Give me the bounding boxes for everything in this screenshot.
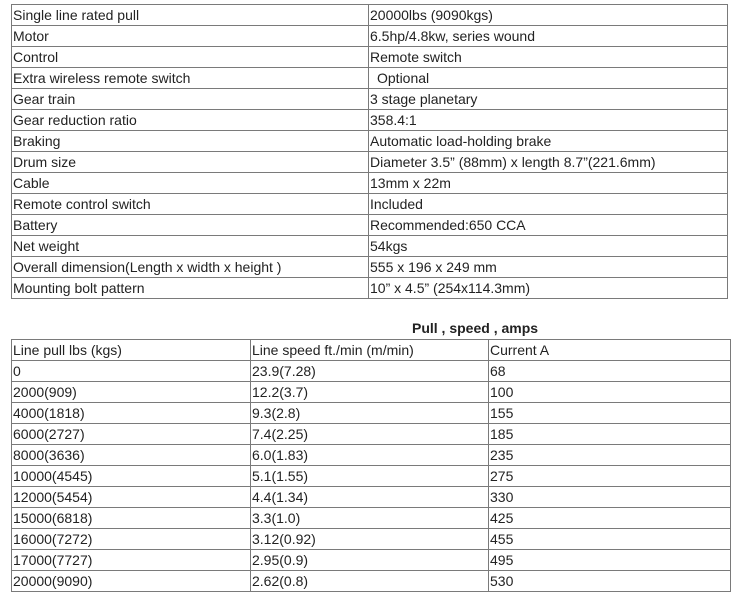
- table-row: [12, 361, 731, 382]
- spec-value: 6.5hp/4.8kw, series wound: [369, 26, 728, 47]
- line-speed-cell: 12.2(3.7): [251, 382, 489, 403]
- current-cell: 155: [489, 403, 731, 424]
- line-speed-cell: 3.12(0.92): [251, 529, 489, 550]
- performance-table-caption: Pull , speed , amps: [412, 320, 539, 336]
- table-row: [12, 487, 731, 508]
- table-row: [12, 131, 728, 152]
- table-row: [12, 68, 728, 89]
- spec-label: Motor: [12, 26, 369, 47]
- line-speed-cell: 7.4(2.25): [251, 424, 489, 445]
- current-cell: 425: [489, 508, 731, 529]
- table-row: [12, 215, 728, 236]
- table-row: [12, 529, 731, 550]
- table-row: [12, 110, 728, 131]
- line-pull-cell: 17000(7727): [12, 550, 251, 571]
- spec-value: Diameter 3.5” (88mm) x length 8.7”(221.6mm): [369, 152, 728, 173]
- table-row: [12, 26, 728, 47]
- spec-value: 20000lbs (9090kgs): [369, 5, 728, 26]
- table-header-row: [12, 340, 731, 361]
- table-row: [12, 382, 731, 403]
- current-cell: 68: [489, 361, 731, 382]
- spec-value: 54kgs: [369, 236, 728, 257]
- table-row: [12, 173, 728, 194]
- spec-value: 10” x 4.5” (254x114.3mm): [369, 278, 728, 299]
- spec-value: Recommended:650 CCA: [369, 215, 728, 236]
- line-speed-cell: 6.0(1.83): [251, 445, 489, 466]
- line-pull-cell: 20000(9090): [12, 571, 251, 592]
- spec-value: Remote switch: [369, 47, 728, 68]
- column-header: Line speed ft./min (m/min): [251, 340, 489, 361]
- spec-value: Optional: [369, 68, 728, 89]
- line-speed-cell: 9.3(2.8): [251, 403, 489, 424]
- current-cell: 455: [489, 529, 731, 550]
- table-row: [12, 236, 728, 257]
- line-speed-cell: 4.4(1.34): [251, 487, 489, 508]
- current-cell: 100: [489, 382, 731, 403]
- line-speed-cell: 2.95(0.9): [251, 550, 489, 571]
- current-cell: 530: [489, 571, 731, 592]
- table-row: [12, 508, 731, 529]
- line-speed-cell: 23.9(7.28): [251, 361, 489, 382]
- line-pull-cell: 15000(6818): [12, 508, 251, 529]
- performance-table: [11, 339, 731, 592]
- table-row: [12, 445, 731, 466]
- current-cell: 330: [489, 487, 731, 508]
- spec-value: 3 stage planetary: [369, 89, 728, 110]
- spec-value: Automatic load-holding brake: [369, 131, 728, 152]
- current-cell: 275: [489, 466, 731, 487]
- spec-value: 358.4:1: [369, 110, 728, 131]
- spec-label: Single line rated pull: [12, 5, 369, 26]
- line-speed-cell: 5.1(1.55): [251, 466, 489, 487]
- table-row: [12, 5, 728, 26]
- spec-label: Cable: [12, 173, 369, 194]
- spec-label: Extra wireless remote switch: [12, 68, 369, 89]
- table-row: [12, 89, 728, 110]
- specifications-table: [11, 4, 728, 299]
- table-row: [12, 571, 731, 592]
- table-row: [12, 550, 731, 571]
- table-row: [12, 257, 728, 278]
- table-row: [12, 194, 728, 215]
- spec-label: Battery: [12, 215, 369, 236]
- table-row: [12, 466, 731, 487]
- table-row: [12, 403, 731, 424]
- line-speed-cell: 3.3(1.0): [251, 508, 489, 529]
- spec-value: Included: [369, 194, 728, 215]
- spec-label: Gear reduction ratio: [12, 110, 369, 131]
- table-row: [12, 278, 728, 299]
- column-header: Current A: [489, 340, 731, 361]
- spec-label: Remote control switch: [12, 194, 369, 215]
- table-row: [12, 424, 731, 445]
- spec-label: Net weight: [12, 236, 369, 257]
- line-pull-cell: 0: [12, 361, 251, 382]
- line-pull-cell: 4000(1818): [12, 403, 251, 424]
- line-pull-cell: 8000(3636): [12, 445, 251, 466]
- spec-label: Overall dimension(Length x width x height ): [12, 257, 369, 278]
- current-cell: 185: [489, 424, 731, 445]
- table-row: [12, 152, 728, 173]
- line-pull-cell: 2000(909): [12, 382, 251, 403]
- spec-label: Drum size: [12, 152, 369, 173]
- line-speed-cell: 2.62(0.8): [251, 571, 489, 592]
- line-pull-cell: 6000(2727): [12, 424, 251, 445]
- spec-value: 555 x 196 x 249 mm: [369, 257, 728, 278]
- spec-label: Braking: [12, 131, 369, 152]
- current-cell: 495: [489, 550, 731, 571]
- table-row: [12, 47, 728, 68]
- line-pull-cell: 16000(7272): [12, 529, 251, 550]
- spec-label: Control: [12, 47, 369, 68]
- current-cell: 235: [489, 445, 731, 466]
- spec-label: Mounting bolt pattern: [12, 278, 369, 299]
- spec-value: 13mm x 22m: [369, 173, 728, 194]
- line-pull-cell: 12000(5454): [12, 487, 251, 508]
- spec-label: Gear train: [12, 89, 369, 110]
- column-header: Line pull lbs (kgs): [12, 340, 251, 361]
- line-pull-cell: 10000(4545): [12, 466, 251, 487]
